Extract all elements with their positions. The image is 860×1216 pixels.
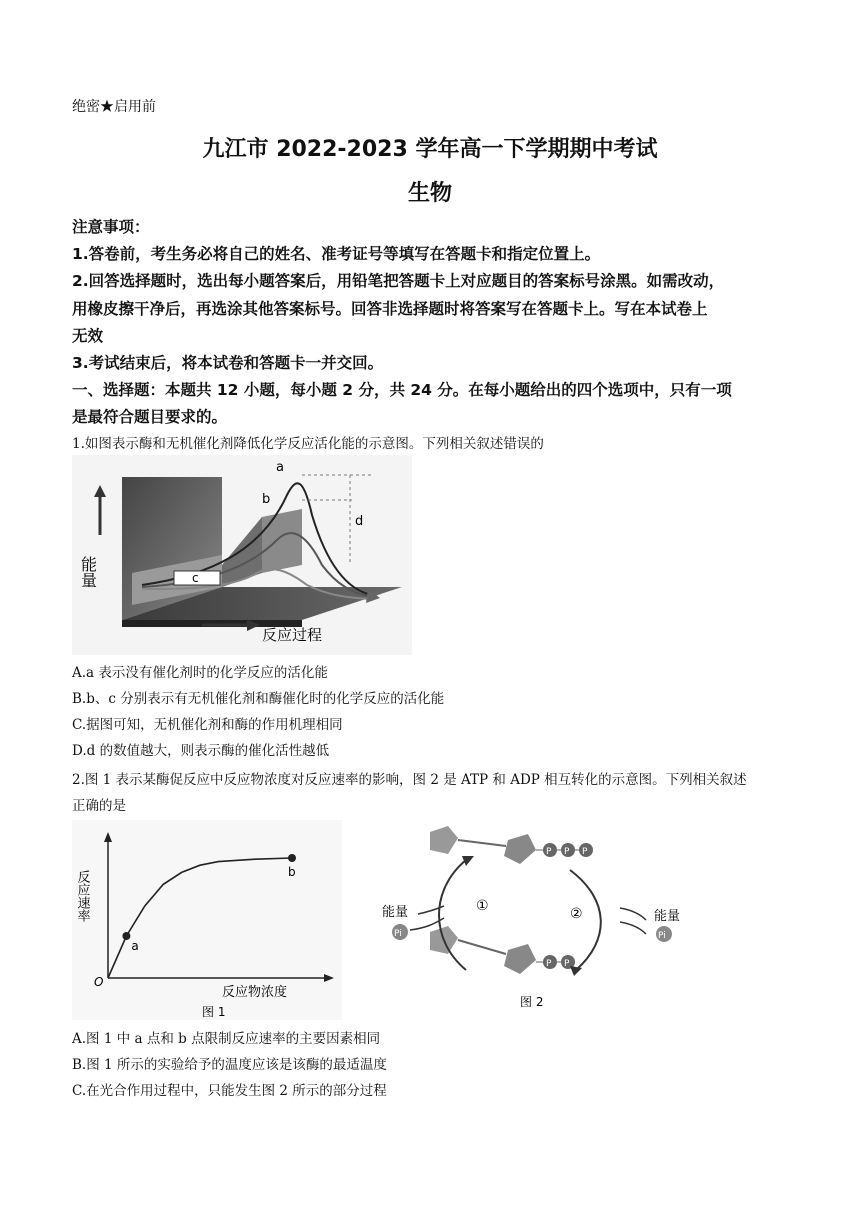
label-b: b (262, 492, 271, 507)
label-a: a (276, 460, 284, 475)
label-c: c (192, 571, 199, 585)
svg-text:P: P (564, 847, 570, 857)
question-2-stem-line-2: 正确的是 (72, 798, 126, 814)
pi-right-label: Pi (658, 931, 666, 941)
x-axis-label: 反应过程 (262, 626, 323, 644)
q1-option-a: A.a 表示没有催化剂时的化学反应的活化能 (72, 665, 328, 681)
point-a (122, 932, 130, 940)
confidential-mark: 绝密★启用前 (72, 99, 156, 115)
q2-option-b: B.图 1 所示的实验给予的温度应该是该酶的最适温度 (72, 1057, 387, 1073)
point-b-label: b (288, 865, 296, 879)
origin-label: O (94, 975, 104, 989)
figure-2-atp-cycle (370, 820, 710, 1020)
point-a-label: a (131, 939, 139, 953)
note-item-2-line-3: 无效 (72, 327, 104, 345)
note-item-2-line-1: 2.回答选择题时，选出每小题答案后，用铅笔把答题卡上对应题目的答案标号涂黑。如需改动， (72, 272, 725, 290)
q2-option-a: A.图 1 中 a 点和 b 点限制反应速率的主要因素相同 (72, 1031, 381, 1047)
note-item-2-line-2: 用橡皮擦干净后，再选涂其他答案标号。回答非选择题时将答案写在答题卡上。写在本试卷上 (72, 300, 708, 318)
label-d: d (355, 514, 364, 529)
svg-text:P: P (546, 847, 552, 857)
fig1-x-axis-label: 反应物浓度 (222, 985, 288, 1000)
section-heading-line-2: 是最符合题目要求的。 (72, 408, 228, 426)
tall-block (262, 509, 302, 573)
q2-option-c: C.在光合作用过程中，只能发生图 2 所示的部分过程 (72, 1083, 387, 1099)
question-2-stem-line-1: 2.图 1 表示某酶促反应中反应物浓度对反应速率的影响，图 2 是 ATP 和 ADP 相互转化的示意图。下列相关叙述 (72, 772, 747, 788)
exam-title: 九江市 2022-2023 学年高一下学期期中考试 (202, 137, 658, 162)
fig1-y-axis-label: 反应速率 (74, 870, 90, 922)
fig2-caption: 图 2 (520, 995, 544, 1009)
step-1-label: ① (476, 898, 489, 914)
y-axis-label: 能量 (78, 556, 98, 588)
exam-subject: 生物 (407, 181, 452, 206)
activation-energy-figure (72, 455, 412, 655)
note-item-3: 3.考试结束后，将本试卷和答题卡一并交回。 (72, 354, 384, 372)
svg-text:P: P (564, 959, 570, 969)
svg-text:P: P (582, 847, 588, 857)
q1-option-d: D.d 的数值越大，则表示酶的催化活性越低 (72, 743, 330, 759)
svg-text:P: P (546, 959, 552, 969)
point-b (288, 854, 296, 862)
notes-heading: 注意事项： (72, 218, 150, 236)
step-2-label: ② (570, 906, 583, 922)
question-1-stem: 1.如图表示酶和无机催化剂降低化学反应活化能的示意图。下列相关叙述错误的 (72, 436, 544, 452)
energy-output-label: 能量 (654, 909, 681, 924)
section-heading-line-1: 一、选择题：本题共 12 小题，每小题 2 分，共 24 分。在每小题给出的四个选项中，只有一项 (72, 381, 732, 399)
q1-option-b: B.b、c 分别表示有无机催化剂和酶催化时的化学反应的活化能 (72, 691, 445, 707)
energy-input-label: 能量 (382, 905, 409, 920)
fig1-caption: 图 1 (202, 1005, 226, 1019)
note-item-1: 1.答卷前，考生务必将自己的姓名、准考证号等填写在答题卡和指定位置上。 (72, 245, 601, 263)
pi-left-label: Pi (394, 929, 402, 939)
figure-1-chart (72, 820, 342, 1020)
q1-option-c: C.据图可知，无机催化剂和酶的作用机理相同 (72, 717, 343, 733)
